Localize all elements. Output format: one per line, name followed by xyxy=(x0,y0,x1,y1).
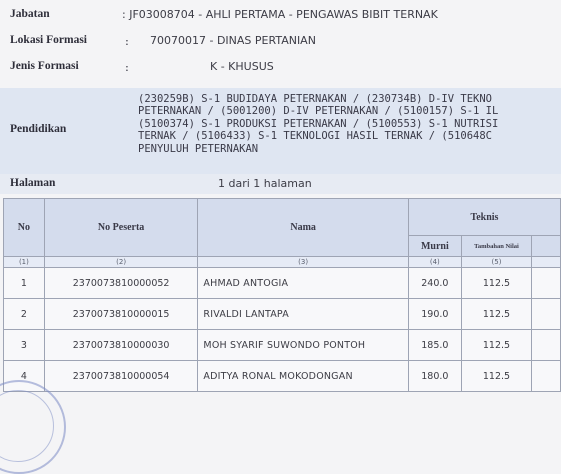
jenis-formasi-value: K - KHUSUS xyxy=(210,60,274,73)
lokasi-formasi-value: 70070017 - DINAS PERTANIAN xyxy=(150,34,316,47)
row-extra xyxy=(532,299,561,330)
row-nama: MOH SYARIF SUWONDO PONTOH xyxy=(198,330,408,361)
row-no: 2 xyxy=(4,299,45,330)
jenis-formasi-colon: : xyxy=(125,60,129,74)
row-tambahan-nilai: 112.5 xyxy=(461,330,531,361)
column-number: (4) xyxy=(408,257,461,268)
header-no-peserta: No Peserta xyxy=(44,199,198,257)
row-nama: ADITYA RONAL MOKODONGAN xyxy=(198,361,408,392)
jenis-formasi-label: Jenis Formasi xyxy=(10,60,79,72)
header-tambahan-nilai: Tambahan Nilai xyxy=(461,236,531,257)
table-row xyxy=(4,268,561,299)
lokasi-formasi-colon: : xyxy=(125,34,129,48)
row-no: 3 xyxy=(4,330,45,361)
row-nama: RIVALDI LANTAPA xyxy=(198,299,408,330)
row-extra xyxy=(532,330,561,361)
jabatan-label: Jabatan xyxy=(10,8,50,20)
results-table xyxy=(3,198,561,392)
header-no: No xyxy=(4,199,45,257)
halaman-label: Halaman xyxy=(10,177,56,189)
lokasi-formasi-label: Lokasi Formasi xyxy=(10,34,87,46)
table-header-row xyxy=(4,199,561,236)
lokasi-formasi-row xyxy=(0,34,561,56)
row-tambahan-nilai: 112.5 xyxy=(461,299,531,330)
pendidikan-label: Pendidikan xyxy=(10,123,67,135)
jabatan-row xyxy=(0,8,561,30)
table-row xyxy=(4,330,561,361)
column-number-row xyxy=(4,257,561,268)
table-row xyxy=(4,299,561,330)
table-row xyxy=(4,361,561,392)
jenis-formasi-row xyxy=(0,60,561,82)
header-extra xyxy=(532,236,561,257)
jabatan-value: : JF03008704 - AHLI PERTAMA - PENGAWAS BIBIT TERNAK xyxy=(122,8,438,21)
column-number-extra xyxy=(532,257,561,268)
row-no-peserta: 2370073810000054 xyxy=(44,361,198,392)
header-nama: Nama xyxy=(198,199,408,257)
header-murni: Murni xyxy=(408,236,461,257)
halaman-value: 1 dari 1 halaman xyxy=(218,177,312,190)
row-extra xyxy=(532,361,561,392)
row-no: 4 xyxy=(4,361,45,392)
row-extra xyxy=(532,268,561,299)
column-number: (3) xyxy=(198,257,408,268)
row-no-peserta: 2370073810000052 xyxy=(44,268,198,299)
row-tambahan-nilai: 112.5 xyxy=(461,268,531,299)
row-no-peserta: 2370073810000030 xyxy=(44,330,198,361)
row-murni: 185.0 xyxy=(408,330,461,361)
row-murni: 240.0 xyxy=(408,268,461,299)
header-teknis: Teknis xyxy=(408,199,560,236)
row-no-peserta: 2370073810000015 xyxy=(44,299,198,330)
row-no: 1 xyxy=(4,268,45,299)
column-number: (5) xyxy=(461,257,531,268)
pendidikan-value: (230259B) S-1 BUDIDAYA PETERNAKAN / (230734B) D-IV TEKNO PETERNAKAN / (5001200) D-IV PETERNAKAN / (5100157) S-1 IL (5100374) S-1 PRODUKSI PETERNAKAN / (5100553) S-1 NUTRISI TERNAK / (5106433) S-1 TEKNOLOGI HASIL TERNAK / (510648C PENYULUH PETERNAKAN xyxy=(138,93,499,155)
row-tambahan-nilai: 112.5 xyxy=(461,361,531,392)
column-number: (2) xyxy=(44,257,198,268)
row-murni: 190.0 xyxy=(408,299,461,330)
row-murni: 180.0 xyxy=(408,361,461,392)
row-nama: AHMAD ANTOGIA xyxy=(198,268,408,299)
column-number: (1) xyxy=(4,257,45,268)
